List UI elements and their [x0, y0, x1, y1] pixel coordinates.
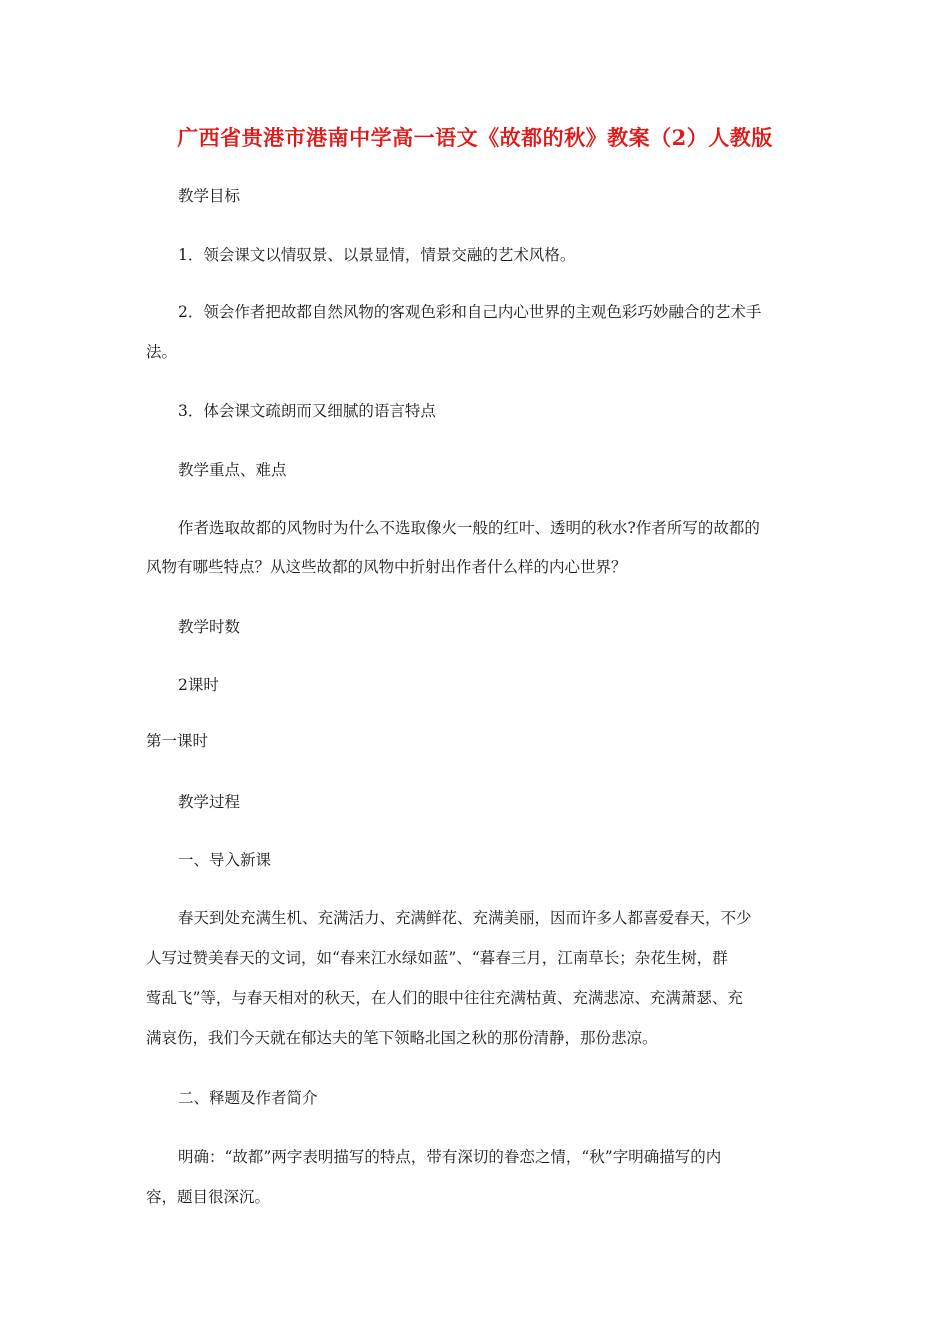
heading-key-points: 教学重点、难点 — [178, 461, 287, 479]
goal-item-2-line-2: 法。 — [146, 343, 178, 361]
answer-paragraph-line-1: 明确：“故都”两字表明描写的特点，带有深切的眷恋之情，“秋”字明确描写的内 — [178, 1148, 722, 1166]
intro-paragraph-line-3: 莺乱飞”等，与春天相对的秋天，在人们的眼中往往充满枯黄、充满悲凉、充满萧瑟、充 — [146, 989, 743, 1007]
goal-item-1: 1．领会课文以情驭景、以景显情，情景交融的艺术风格。 — [178, 246, 576, 264]
goal-item-3: 3．体会课文疏朗而又细腻的语言特点 — [178, 402, 436, 420]
intro-paragraph-line-1: 春天到处充满生机、充满活力、充满鲜花、充满美丽，因而许多人都喜爱春天，不少 — [178, 909, 752, 927]
key-points-line-2: 风物有哪些特点？从这些故都的风物中折射出作者什么样的内心世界？ — [146, 558, 627, 576]
answer-paragraph-line-2: 容，题目很深沉。 — [146, 1188, 271, 1206]
goal-item-2-line-1: 2．领会作者把故都自然风物的客观色彩和自己内心世界的主观色彩巧妙融合的艺术手 — [178, 303, 762, 321]
heading-teaching-process: 教学过程 — [178, 793, 241, 811]
heading-class-hours: 教学时数 — [178, 618, 241, 636]
heading-teaching-goals: 教学目标 — [178, 187, 241, 205]
class-hours-value: 2课时 — [178, 676, 219, 694]
heading-first-lesson: 第一课时 — [146, 732, 209, 750]
section-2-heading: 二、释题及作者简介 — [178, 1089, 318, 1107]
document-title: 广西省贵港市港南中学高一语文《故都的秋》教案（2）人教版 — [177, 125, 773, 150]
key-points-line-1: 作者选取故都的风物时为什么不选取像火一般的红叶、透明的秋水?作者所写的故都的 — [178, 519, 760, 537]
intro-paragraph-line-2: 人写过赞美春天的文词，如“春来江水绿如蓝”、“暮春三月，江南草长；杂花生树，群 — [146, 949, 728, 967]
intro-paragraph-line-4: 满哀伤，我们今天就在郁达夫的笔下领略北国之秋的那份清静，那份悲凉。 — [146, 1029, 658, 1047]
section-1-heading: 一、导入新课 — [178, 851, 272, 869]
